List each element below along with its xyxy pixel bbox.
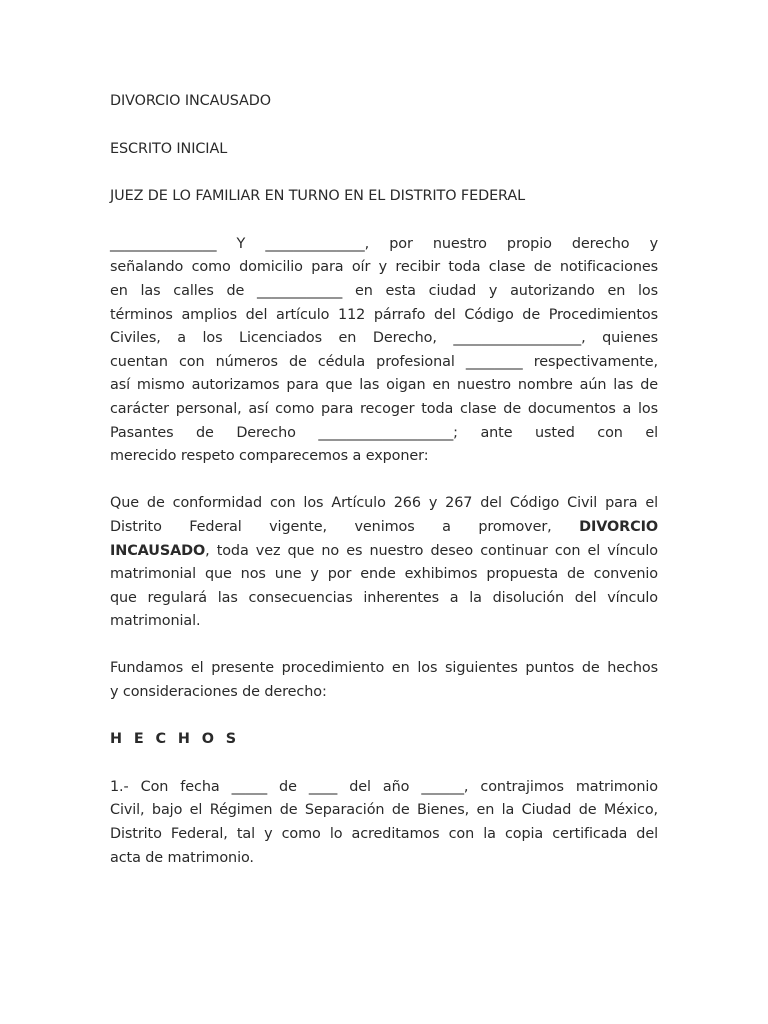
- paragraph-line: señalando como domicilio para oír y recibir toda clase de notificaciones: [110, 259, 658, 276]
- paragraph-grounds: [110, 657, 658, 704]
- section-heading-hechos: H E C H O S: [110, 731, 240, 748]
- paragraph-line: matrimonial que nos une y por ende exhibimos propuesta de convenio: [110, 566, 658, 583]
- paragraph-line: y consideraciones de derecho:: [110, 684, 327, 701]
- paragraph-line: carácter personal, así como para recoger toda clase de documentos a los: [110, 400, 658, 417]
- paragraph-line: matrimonial.: [110, 613, 201, 630]
- paragraph-line: merecido respeto comparecemos a exponer:: [110, 448, 429, 465]
- bold-term: DIVORCIO: [579, 518, 658, 535]
- document-addressee: JUEZ DE LO FAMILIAR EN TURNO EN EL DISTRITO FEDERAL: [110, 188, 526, 205]
- paragraph-line: cuentan con números de cédula profesional ________ respectivamente,: [110, 353, 658, 370]
- paragraph-line: en las calles de ____________ en esta ciudad y autorizando en los: [110, 282, 658, 299]
- paragraph-line: [110, 516, 658, 540]
- paragraph-line: así mismo autorizamos para que las oigan en nuestro nombre aún las de: [110, 377, 658, 394]
- paragraph-line: [110, 540, 658, 564]
- document-page: [110, 90, 658, 894]
- paragraph-line: términos amplios del artículo 112 párrafo del Código de Procedimientos: [110, 306, 658, 323]
- paragraph-line: Civil, bajo el Régimen de Separación de Bienes, en la Ciudad de México,: [110, 802, 658, 819]
- document-title: DIVORCIO INCAUSADO: [110, 93, 272, 109]
- paragraph-line: Distrito Federal, tal y como lo acreditamos con la copia certificada del: [110, 826, 658, 843]
- paragraph-line: que regulará las consecuencias inherentes a la disolución del vínculo: [110, 589, 658, 606]
- document-subtitle: ESCRITO INICIAL: [110, 140, 228, 157]
- paragraph-text: , toda vez que no es nuestro deseo continuar con el vínculo: [205, 542, 658, 559]
- paragraph-line: Fundamos el presente procedimiento en los siguientes puntos de hechos: [110, 660, 658, 677]
- paragraph-introduction: [110, 233, 658, 469]
- paragraph-petition: [110, 492, 658, 634]
- paragraph-line: Pasantes de Derecho ___________________; ante usted con el: [110, 424, 658, 441]
- paragraph-line: _______________ Y ______________, por nuestro propio derecho y: [110, 235, 658, 252]
- paragraph-line: Que de conformidad con los Artículo 266 y 267 del Código Civil para el: [110, 495, 658, 512]
- paragraph-line: 1.- Con fecha _____ de ____ del año ______, contrajimos matrimonio: [110, 778, 658, 795]
- paragraph-line: Civiles, a los Licenciados en Derecho, __________________, quienes: [110, 330, 658, 347]
- paragraph-fact-1: [110, 776, 658, 870]
- paragraph-text: Distrito Federal vigente, venimos a promover,: [110, 518, 552, 535]
- bold-term: INCAUSADO: [110, 542, 206, 559]
- paragraph-line: acta de matrimonio.: [110, 849, 254, 866]
